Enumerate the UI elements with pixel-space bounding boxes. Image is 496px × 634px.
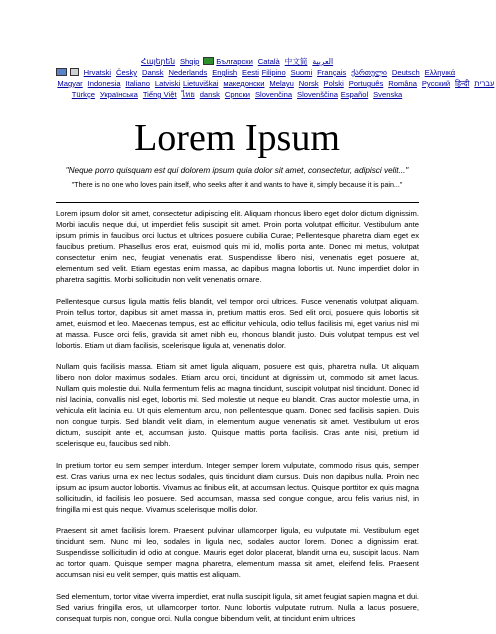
lang-link[interactable]: Melayu [269,79,294,88]
lang-link[interactable]: Suomi [290,68,313,77]
paragraph: Lorem ipsum dolor sit amet, consectetur adipiscing elit. Aliquam rhoncus libero eget dolor dictum dignissim. Morbi iaculis neque dui, ut imperdiet felis suscipit sit amet. Proin porta volutpat efficitur. Vestibulum ante ipsum primis in faucibus orci luctus et ultrices posuere cubilia Curae; Pellentesque pharetra diam eget ex faucibus pretium. Phasellus eros erat, euismod quis mi id, mollis porta ante. Donec mi metus, volutpat consectetur enim nec, feugiat venenatis erat. Suspendisse libero nisi, venenatis eget posuere at, elementum sed velit. Etiam egestas enim massa, ac dapibus magna lobortis ut. Nunc imperdiet dolor in pharetra sagittis. Morbi sollicitudin non velit venenatis ornare. [56,209,419,284]
lang-link[interactable]: Pyccкий [421,79,451,88]
paragraph: Praesent sit amet facilisis lorem. Praesent pulvinar ullamcorper ligula, eu vulputate mi. Vestibulum eget tincidunt sem. Nunc mi leo, sodales in ligula nec, sodales auctor lorem. Donec a dignissim erat. Suspendisse sollicitudin id odio at congue. Mauris eget dolor placerat, blandit urna eu, suscipit lacus. Nam ac tortor quam. Quisque semper magna pharetra, elementum massa sit amet, eleifend felis. Praesent accumsan nisi eu velit semper, quis mattis est aliquam. [56,526,419,579]
lang-link[interactable]: Norsk [298,79,319,88]
lang-link[interactable]: Slovenčina [254,90,293,99]
lang-link[interactable]: dansk [199,90,220,99]
lang-link[interactable]: עברית [474,79,495,88]
lang-link[interactable]: Հայերեն [140,57,176,66]
flag-icon [70,68,79,76]
lang-link[interactable]: Latviski [154,79,181,88]
lang-link[interactable]: Shqip [179,57,200,66]
lang-link[interactable]: Български [216,57,253,66]
divider [56,202,419,203]
language-row-4 [56,89,418,100]
lang-link[interactable]: English [212,68,238,77]
flag-icon [203,57,214,65]
lang-link[interactable]: Filipino [261,68,286,77]
lang-link[interactable]: Українська [99,90,138,99]
lang-link[interactable]: македонски [223,79,265,88]
language-row-3 [56,78,495,89]
english-quote: "There is no one who loves pain itself, who seeks after it and wants to have it, simply because it is pain..." [71,181,403,189]
lang-link[interactable]: Svenska [373,90,403,99]
latin-quote: "Neque porro quisquam est qui dolorem ipsum quia dolor sit amet, consectetur, adipisci velit..." [65,166,409,175]
language-bar [56,56,495,100]
lang-link[interactable]: Polski [323,79,344,88]
body-text [56,208,419,634]
paragraph: Nullam quis facilisis massa. Etiam sit amet ligula aliquam, posuere est quis, pharetra nulla. Ut aliquam libero non dolor maximus sodales. Etiam arcu orci, tincidunt at dignissim ut, commodo sit amet lacus. Nullam quis molestie dui. Nulla fermentum felis ac magna tincidunt, suscipit volutpat nisl tincidunt. Donec id nisl lacinia, convallis nisl eget, lobortis mi. Sed molestie ut neque eu blandit. Cras auctor molestie urna, in vehicula elit lacinia eu. Ut quis elementum arcu, non pellentesque quam. Donec sed facilisis sapien. Duis non congue turpis. Sed blandit velit diam, in elementum augue venenatis sit amet. Vestibulum ut eros dictum, suscipit ante et, accumsan justo. Quisque mattis porta facilisis. Cras ante nisi, pretium id scelerisque eu, faucibus sed nibh. [56,362,419,448]
lang-link[interactable]: Româna [388,79,417,88]
lang-link[interactable]: Hrvatski [83,68,112,77]
lang-link[interactable]: Česky [115,68,138,77]
lang-link[interactable]: Français [317,68,347,77]
lang-link[interactable]: Deutsch [391,68,420,77]
paragraph: Pellentesque cursus ligula mattis felis blandit, vel tempor orci ultrices. Fusce venenatis volutpat aliquam. Proin tellus tortor, dapibus sit amet massa in, pretium mattis eros. Sed elit orci, posuere quis lobortis sit amet, euismod et leo. Maecenas tempus, est ac efficitur vehicula, odio tellus facilisis mi, eget varius nisl mi at massa. Fusce orci felis, gravida sit amet nibh eu, rhoncus blandit justo. Duis volutpat tempus est vel lobortis. Etiam ut diam facilisis, scelerisque ligula at, venenatis dolor. [56,296,419,350]
paragraph: Sed elementum, tortor vitae viverra imperdiet, erat nulla suscipit ligula, sit amet feugiat sapien magna et dui. Sed varius fringilla eros, ut ullamcorper tortor. Nunc lobortis vulputate rutrum. Nulla a lacus posuere, consequat turpis non, congue orci. Nulla congue bibendum velit, at tincidunt enim ultrices [56,591,419,623]
flag-icon [56,68,67,76]
language-row-1 [56,56,418,67]
lang-link[interactable]: Indonesia [87,79,121,88]
lang-link[interactable]: Tiếng Việt [142,90,177,99]
lang-link[interactable]: Ελληνικά [424,68,456,77]
lang-link[interactable]: 中文简 [284,57,308,66]
paragraph: In pretium tortor eu sem semper interdum. Integer semper lorem vulputate, commodo risus quis, semper est. Cras varius urna ex nec lectus sodales, quis tincidunt diam cursus. Duis non dapibus nulla. Proin nec ipsum ac ipsum auctor lobortis. Vivamus ac finibus elit, at accumsan lectus. Quisque porttitor ex quis magna sollicitudin, id facilisis leo posuere. Sed accumsan, massa sed congue congue, arcu felis varius nisl, in fringilla mi est quis neque. Vivamus scelerisque mollis dolor. [56,460,419,514]
lang-link[interactable]: Español [340,90,369,99]
lang-link[interactable]: Magyar [57,79,83,88]
lang-link[interactable]: ไทย [181,90,195,99]
lang-link[interactable]: ქართული [351,68,387,77]
lang-link[interactable]: Italiano [125,79,150,88]
page-title: Lorem Ipsum [134,117,340,159]
lang-link[interactable]: Eesti [242,68,259,77]
lang-link[interactable]: Slovenščina [297,90,338,99]
lang-link[interactable]: Português [348,79,384,88]
lang-link[interactable]: Türkçe [71,90,95,99]
lang-link[interactable]: Lietuviškai [182,79,219,88]
lang-link[interactable]: हिन्दी [455,79,470,88]
lang-link[interactable]: Dansk [142,68,164,77]
lang-link[interactable]: Српски [224,90,251,99]
language-row-2 [56,67,456,78]
lang-link[interactable]: Català [257,57,280,66]
lang-link[interactable]: العربية [312,57,334,66]
lang-link[interactable]: Nederlands [168,68,208,77]
